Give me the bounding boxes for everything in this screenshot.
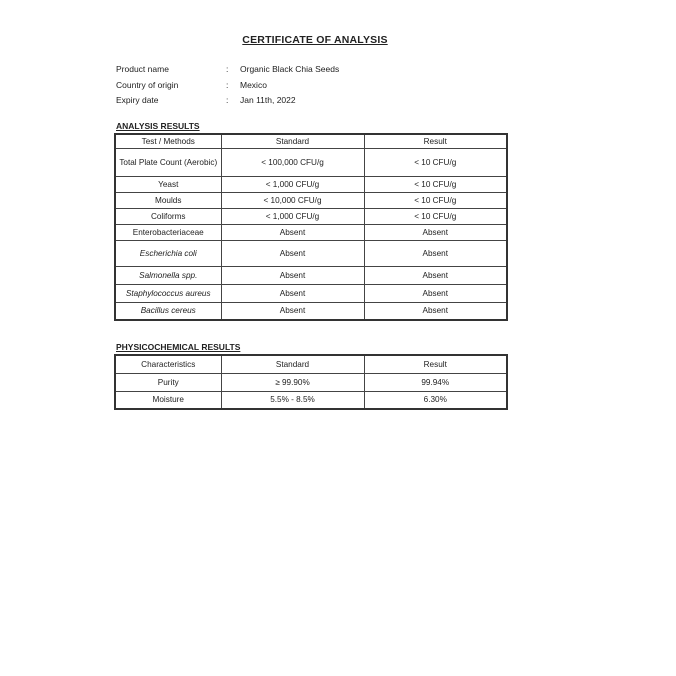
result-cell: Absent: [364, 266, 507, 284]
info-separator: :: [226, 64, 229, 74]
result-cell: Absent: [364, 224, 507, 240]
physicochemical-section-title: PHYSICOCHEMICAL RESULTS: [116, 342, 241, 352]
info-label: Expiry date: [116, 95, 159, 105]
table-row: [115, 208, 507, 224]
characteristic-cell: Moisture: [115, 391, 221, 409]
document-title: CERTIFICATE OF ANALYSIS: [242, 34, 388, 46]
table-row: [115, 192, 507, 208]
standard-cell: < 1,000 CFU/g: [221, 208, 364, 224]
result-cell: < 10 CFU/g: [364, 148, 507, 176]
column-header-test: Test / Methods: [115, 134, 221, 148]
standard-cell: < 1,000 CFU/g: [221, 176, 364, 192]
test-name-cell: Enterobacteriaceae: [115, 224, 221, 240]
standard-cell: < 100,000 CFU/g: [221, 148, 364, 176]
table-row: [115, 391, 507, 409]
table-row: [115, 176, 507, 192]
info-label: Product name: [116, 64, 169, 74]
standard-cell: 5.5% - 8.5%: [221, 391, 364, 409]
result-cell: Absent: [364, 284, 507, 302]
result-cell: Absent: [364, 240, 507, 266]
standard-cell: Absent: [221, 224, 364, 240]
standard-cell: Absent: [221, 240, 364, 266]
result-cell: Absent: [364, 302, 507, 320]
table-header-row: [115, 134, 507, 148]
info-value: Organic Black Chia Seeds: [240, 64, 340, 74]
product-info-block: [116, 62, 339, 109]
standard-cell: ≥ 99.90%: [221, 373, 364, 391]
info-separator: :: [226, 79, 229, 90]
info-value: Jan 11th, 2022: [240, 95, 296, 105]
table-row: [115, 224, 507, 240]
standard-cell: Absent: [221, 302, 364, 320]
test-name-cell: Escherichia coli: [115, 240, 221, 266]
physicochemical-results-table: [114, 354, 508, 410]
table-row: [115, 240, 507, 266]
test-name-cell: Bacillus cereus: [115, 302, 221, 320]
info-value: Mexico: [240, 79, 267, 90]
info-row-country-of-origin: [116, 78, 339, 94]
result-cell: 6.30%: [364, 391, 507, 409]
test-name-cell: Total Plate Count (Aerobic): [115, 148, 221, 176]
column-header-standard: Standard: [221, 355, 364, 373]
test-name-cell: Salmonella spp.: [115, 266, 221, 284]
result-cell: 99.94%: [364, 373, 507, 391]
result-cell: < 10 CFU/g: [364, 176, 507, 192]
characteristic-cell: Purity: [115, 373, 221, 391]
column-header-result: Result: [364, 355, 507, 373]
column-header-result: Result: [364, 134, 507, 148]
info-row-expiry-date: [116, 93, 339, 109]
info-row-product-name: [116, 62, 339, 78]
test-name-cell: Staphylococcus aureus: [115, 284, 221, 302]
column-header-characteristics: Characteristics: [115, 355, 221, 373]
test-name-cell: Coliforms: [115, 208, 221, 224]
info-label: Country of origin: [116, 79, 179, 90]
test-name-cell: Yeast: [115, 176, 221, 192]
table-row: [115, 302, 507, 320]
table-row: [115, 148, 507, 176]
info-separator: :: [226, 95, 229, 105]
result-cell: < 10 CFU/g: [364, 192, 507, 208]
table-header-row: [115, 355, 507, 373]
table-row: [115, 266, 507, 284]
analysis-results-table: [114, 133, 508, 321]
table-row: [115, 284, 507, 302]
test-name-cell: Moulds: [115, 192, 221, 208]
result-cell: < 10 CFU/g: [364, 208, 507, 224]
table-row: [115, 373, 507, 391]
analysis-section-title: ANALYSIS RESULTS: [116, 121, 200, 131]
column-header-standard: Standard: [221, 134, 364, 148]
standard-cell: Absent: [221, 266, 364, 284]
standard-cell: Absent: [221, 284, 364, 302]
standard-cell: < 10,000 CFU/g: [221, 192, 364, 208]
